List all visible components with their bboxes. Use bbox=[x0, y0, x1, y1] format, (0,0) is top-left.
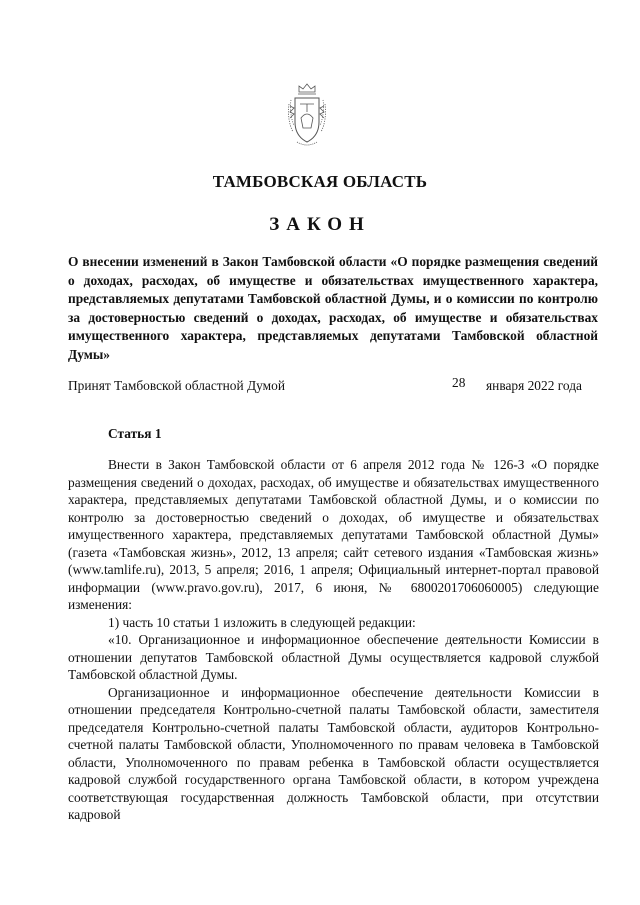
article-paragraph: «10. Организационное и информационное обеспечение деятельности Комиссии в отношении депутатов Тамбовской областной Думы осуществляется кадровой службой Тамбовской областной Думы. bbox=[68, 632, 599, 682]
article-heading: Статья 1 bbox=[108, 426, 162, 441]
tambov-oblast-coat-of-arms-icon bbox=[285, 82, 329, 148]
adoption-line bbox=[68, 375, 598, 398]
adoption-month-year: января 2022 года bbox=[486, 378, 582, 393]
article-body bbox=[68, 456, 599, 824]
article-paragraph: Организационное и информационное обеспечение деятельности Комиссии в отношении председателя Контрольно-счетной палаты Тамбовской области, заместителя председателя Контрольно-счетной палаты Тамбовской области, аудиторов Контрольно-счетной палаты Тамбовской области, Уполномоченного по правам человека в Тамбовской области, Уполномоченного по правам ребенка в Тамбовской области осуществляется кадровой службой государственного органа Тамбовской области, в котором учреждена соответствующая государственная должность Тамбовской области, при отсутствии кадровой bbox=[68, 684, 599, 822]
adoption-day: 28 bbox=[452, 375, 466, 390]
article-paragraph: Внести в Закон Тамбовской области от 6 апреля 2012 года № 126-З «О порядке размещения сведений о доходах, расходах, об имуществе и обязательствах имущественного характера, представляемых депутатами Тамбовской областной Думы, и о комиссии по контролю за достоверностью сведений о доходах, об имуществе и обязательствах имущественного характера, представляемых депутатами Тамбовской областной Думы» (газета «Тамбовская жизнь», 2012, 13 апреля; сайт сетевого издания «Тамбовская жизнь» (www.tamlife.ru), 2013, 5 апреля; 2016, 1 апреля; Официальный интернет-портал правовой информации (www.pravo.gov.ru), 2017, 6 июня, № 6800201706060005) следующие изменения: bbox=[68, 457, 599, 612]
article-paragraph: 1) часть 10 статьи 1 изложить в следующей редакции: bbox=[108, 614, 416, 630]
document-type-heading: ЗАКОН bbox=[269, 214, 371, 235]
adopted-by: Принят Тамбовской областной Думой bbox=[68, 378, 286, 393]
law-title: О внесении изменений в Закон Тамбовской области «О порядке размещения сведений о доходах, расходах, об имуществе и обязательствах имущественного характера, представляемых депутатами Тамбовской областной Думы, и о комиссии по контролю за достоверностью сведений о доходах, расходах, об имуществе и обязательствах имущественного характера, представляемых депутатами Тамбовской областной Думы» bbox=[68, 254, 598, 362]
region-heading: ТАМБОВСКАЯ ОБЛАСТЬ bbox=[212, 172, 428, 191]
